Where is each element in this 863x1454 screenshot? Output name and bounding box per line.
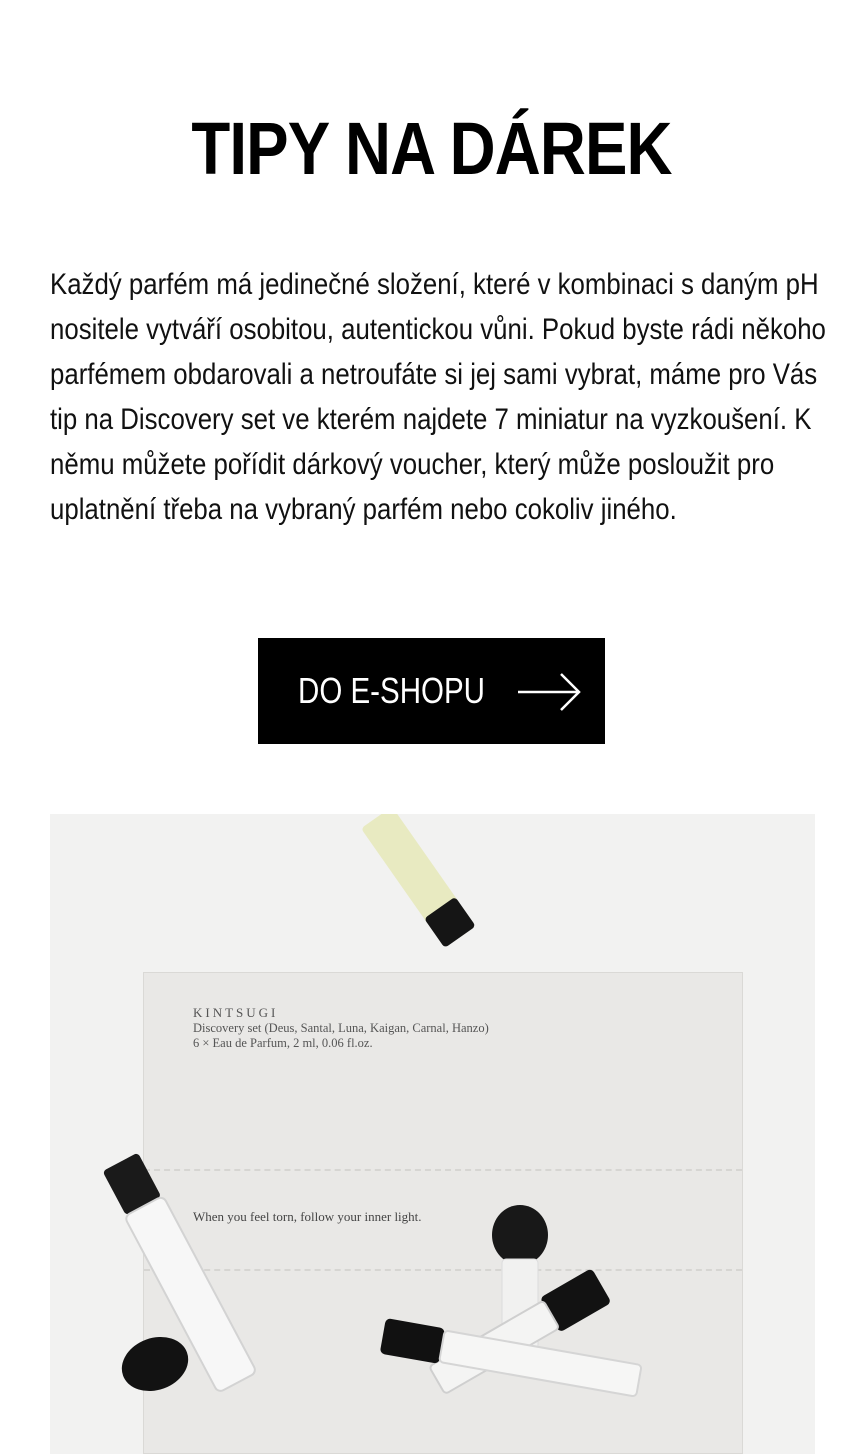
box-line-2: 6 × Eau de Parfum, 2 ml, 0.06 fl.oz. xyxy=(193,1036,373,1050)
shop-button-label: DO E-SHOPU xyxy=(298,670,485,711)
box-brand: KINTSUGI xyxy=(193,1005,279,1020)
vial-right-image xyxy=(370,1244,670,1444)
vial-top-image xyxy=(350,814,530,964)
product-photo xyxy=(50,814,815,1454)
box-line-1: Discovery set (Deus, Santal, Luna, Kaigan, Carnal, Hanzo) xyxy=(193,1021,489,1035)
intro-paragraph: Každý parfém má jedinečné složení, které v kombinaci s daným pH nositele vytváří osobitou, autentickou vůni. Pokud byste rádi někoho parfémem obdarovali a netroufáte si jej sami vybrat, máme pro Vás tip na Discovery set ve kterém najdete 7 miniatur na vyzkoušení. K němu můžete pořídit dárkový voucher, který může posloužit pro uplatnění třeba na vybraný parfém nebo cokoliv jiného. xyxy=(50,268,826,526)
vial-cap-image xyxy=(110,1319,200,1409)
section-heading: TIPY NA DÁREK xyxy=(191,107,672,190)
arrow-right-icon xyxy=(517,672,583,717)
box-slogan: When you feel torn, follow your inner light. xyxy=(193,1209,422,1224)
shop-button[interactable] xyxy=(258,638,605,744)
